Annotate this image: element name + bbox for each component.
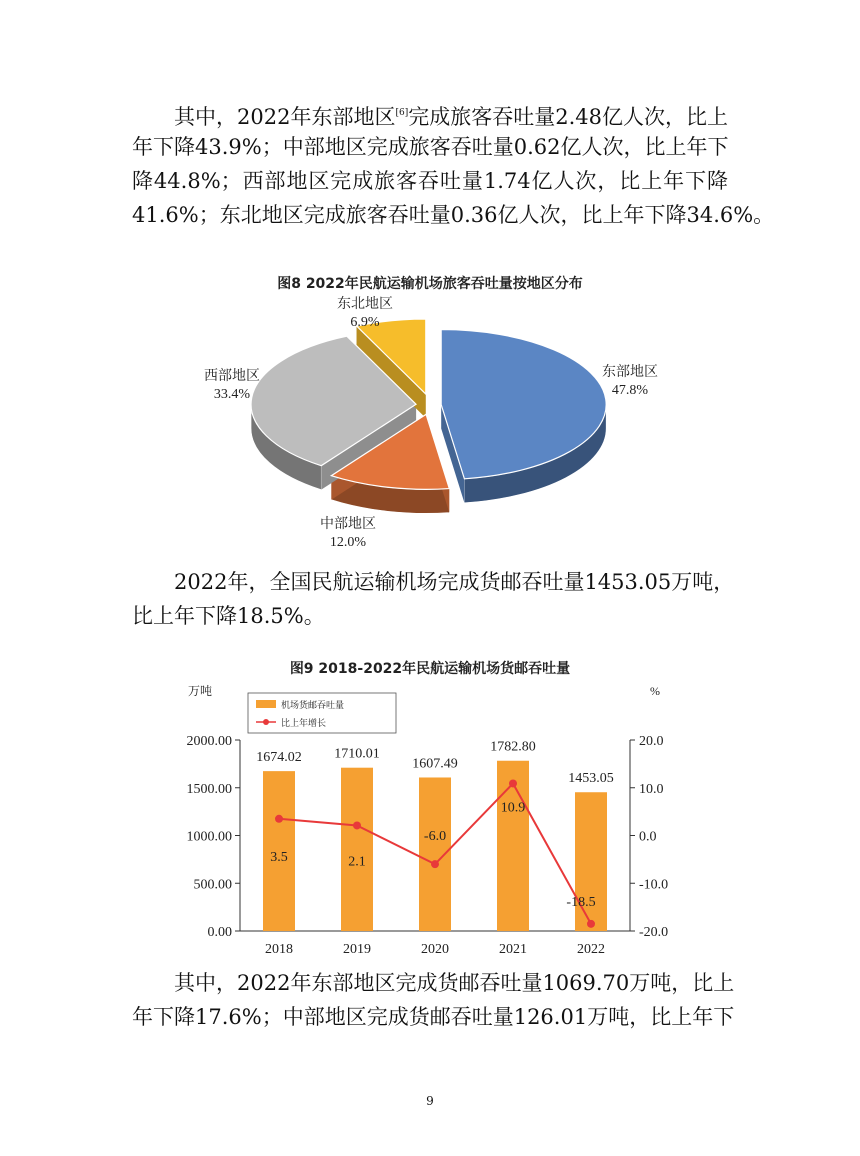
- right-tick-label: 20.0: [639, 734, 664, 749]
- figure9-title: 图9 2018-2022年民航运输机场货邮吞吐量: [289, 661, 571, 677]
- text-line: 其中，2022年东部地区完成货邮吞吐量1069.70万吨，比上: [174, 971, 735, 995]
- text-line: 其中，2022年东部地区[6]完成旅客吞吐量2.48亿人次，比上: [174, 105, 728, 129]
- figure8-pie-chart: [0, 290, 860, 580]
- legend: [248, 693, 396, 733]
- pie-label: 中部地区: [320, 517, 376, 532]
- right-tick-label: 0.0: [639, 829, 657, 845]
- legend-bar-label: 机场货邮吞吐量: [281, 700, 345, 710]
- x-tick-label: 2018: [265, 942, 293, 957]
- text-line: 2022年，全国民航运输机场完成货邮吞吐量1453.05万吨，: [174, 570, 735, 594]
- figure8-title: 图8 2022年民航运输机场旅客吞吐量按地区分布: [277, 276, 583, 292]
- right-tick-label: -10.0: [639, 877, 669, 893]
- right-tick-label: -20.0: [639, 925, 669, 940]
- x-tick-label: 2021: [499, 942, 527, 957]
- growth-value-label: -6.0: [423, 829, 447, 845]
- left-tick-label: 2000.00: [186, 734, 232, 749]
- left-tick-label: 1000.00: [186, 829, 232, 845]
- left-tick-label: 1500.00: [186, 781, 232, 797]
- bar-value-label: 1453.05: [568, 771, 614, 787]
- pie-label: 东北地区: [337, 297, 393, 312]
- growth-point: [509, 779, 517, 787]
- growth-point: [353, 821, 361, 829]
- page-number: 9: [426, 1094, 434, 1108]
- figure9-bar-line-chart: [0, 675, 860, 965]
- pie-label: 西部地区: [204, 369, 260, 384]
- pie-value-label: 12.0%: [329, 535, 367, 550]
- text-line: 比上年下降18.5%。: [132, 604, 325, 628]
- footnote-ref[interactable]: [6]: [395, 108, 409, 118]
- legend-bar-swatch: [256, 700, 276, 708]
- x-tick-label: 2022: [577, 942, 605, 957]
- growth-value-label: 10.9: [500, 800, 526, 816]
- growth-point: [431, 860, 439, 868]
- growth-value-label: 3.5: [270, 849, 288, 865]
- x-tick-label: 2020: [421, 942, 449, 957]
- right-axis-unit: %: [650, 684, 660, 698]
- left-tick-label: 500.00: [193, 877, 232, 893]
- pie-label: 东部地区: [602, 365, 658, 380]
- bar: [419, 777, 451, 931]
- growth-point: [275, 815, 283, 823]
- bar-value-label: 1710.01: [334, 746, 380, 762]
- growth-point: [587, 920, 595, 928]
- pie-value-label: 6.9%: [350, 315, 380, 330]
- paragraph-cargo-regions: [132, 966, 735, 1034]
- bar-value-label: 1607.49: [412, 756, 458, 772]
- paragraph-passenger-regions: [132, 96, 775, 232]
- growth-value-label: 2.1: [348, 854, 366, 870]
- pie-value-label: 33.4%: [213, 387, 251, 402]
- text-line: 41.6%；东北地区完成旅客吞吐量0.36亿人次，比上年下降34.6%。: [132, 203, 775, 227]
- left-axis-unit: 万吨: [187, 684, 213, 698]
- growth-value-label: -18.5: [566, 894, 596, 910]
- paragraph-cargo-total: [132, 565, 735, 633]
- legend-line-label: 比上年增长: [281, 718, 327, 728]
- bar: [341, 768, 373, 931]
- text-line: 年下降43.9%；中部地区完成旅客吞吐量0.62亿人次，比上年下: [132, 135, 729, 159]
- legend-line-marker: [263, 719, 269, 725]
- text-line: 降44.8%；西部地区完成旅客吞吐量1.74亿人次，比上年下降: [132, 169, 728, 193]
- text-line: 年下降17.6%；中部地区完成货邮吞吐量126.01万吨，比上年下: [132, 1005, 735, 1029]
- pie-value-label: 47.8%: [611, 383, 649, 398]
- x-tick-label: 2019: [343, 942, 371, 957]
- right-tick-label: 10.0: [639, 781, 664, 797]
- left-tick-label: 0.00: [207, 925, 232, 940]
- bar-value-label: 1674.02: [256, 750, 302, 766]
- bar-value-label: 1782.80: [490, 739, 536, 755]
- bar: [575, 792, 607, 931]
